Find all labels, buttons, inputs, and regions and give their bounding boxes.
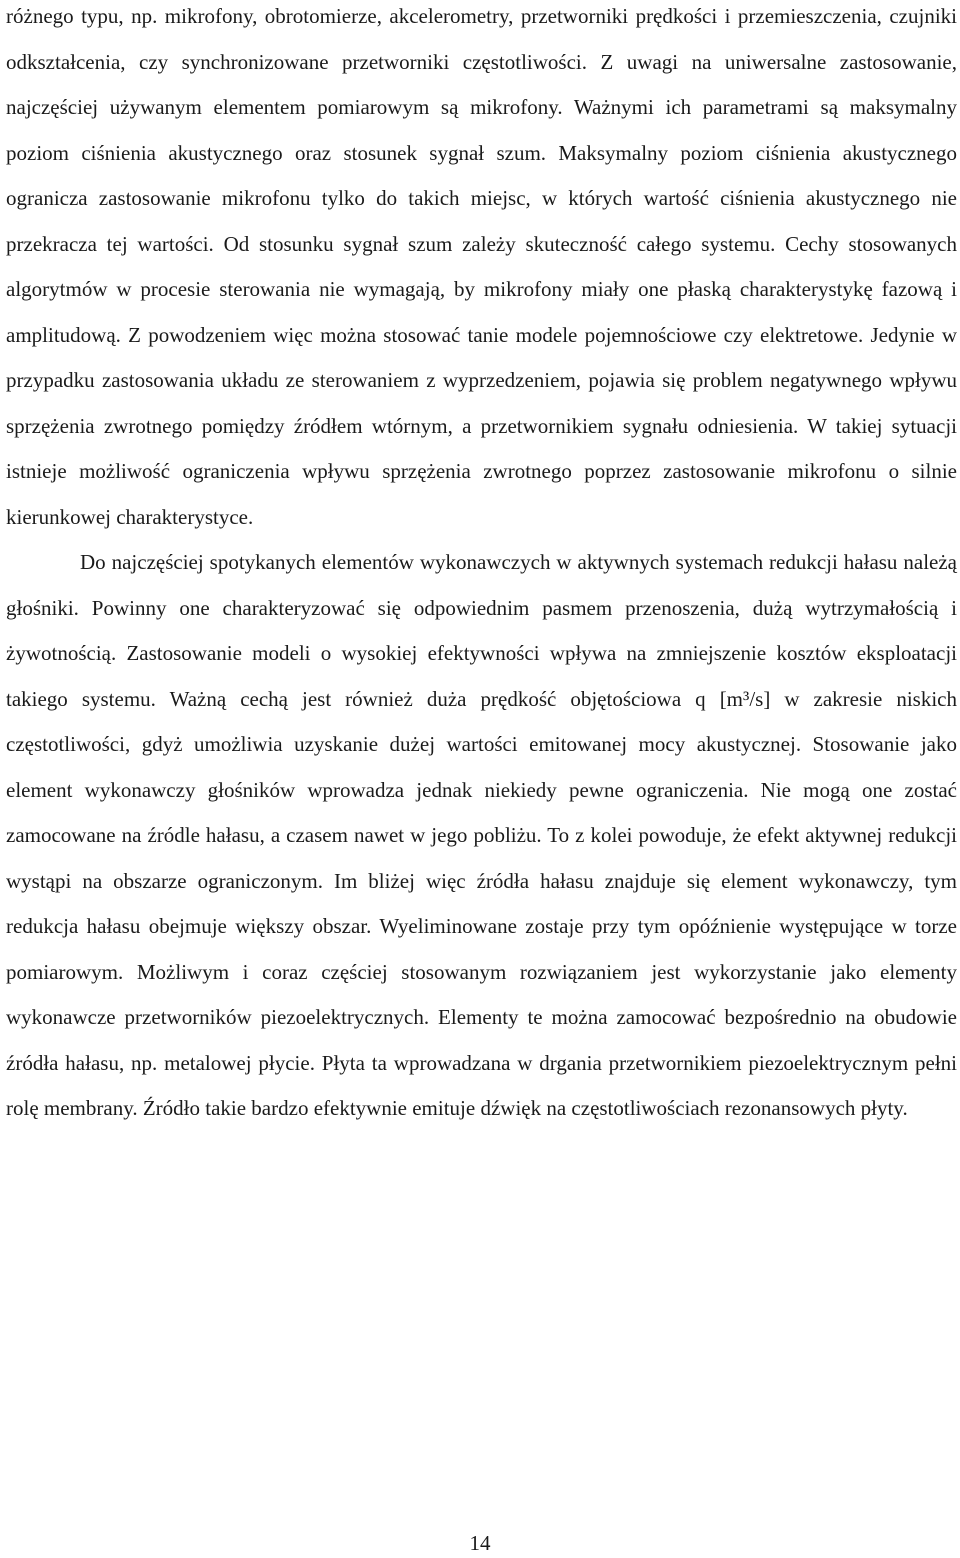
body-paragraph-2: Do najczęściej spotykanych elementów wykonawczych w aktywnych systemach redukcji hałasu należą głośniki. Powinny one charakteryzować się odpowiednim pasmem przenoszenia, dużą wytrzymałością i żywotnością. Zastosowanie modeli o wysokiej efektywności wpływa na zmniejszenie kosztów eksploatacji takiego systemu. Ważną cechą jest również duża prędkość objętościowa q [m³/s] w zakresie niskich częstotliwości, gdyż umożliwia uzyskanie dużej wartości emitowanej mocy akustycznej. Stosowanie jako element wykonawczy głośników wprowadza jednak niekiedy pewne ograniczenia. Nie mogą one zostać zamocowane na źródle hałasu, a czasem nawet w jego pobliżu. To z kolei powoduje, że efekt aktywnej redukcji wystąpi na obszarze ograniczonym. Im bliżej więc źródła hałasu znajduje się element wykonawczy, tym redukcja hałasu obejmuje większy obszar. Wyeliminowane zostaje przy tym opóźnienie występujące w torze pomiarowym. Możliwym i coraz częściej stosowanym rozwiązaniem jest wykorzystanie jako elementy wykonawcze przetworników piezoelektrycznych. Elementy te można zamocować bezpośrednio na obudowie źródła hałasu, np. metalowej płycie. Płyta ta wprowadzana w drgania przetwornikiem piezoelektrycznym pełni rolę membrany. Źródło takie bardzo efektywnie emituje dźwięk na częstotliwościach rezonansowych płyty.	[6, 550, 957, 1120]
body-paragraph-1: różnego typu, np. mikrofony, obrotomierze, akcelerometry, przetworniki prędkości i przemieszczenia, czujniki odkształcenia, czy synchronizowane przetworniki częstotliwości. Z uwagi na uniwersalne zastosowanie, najczęściej używanym elementem pomiarowym są mikrofony. Ważnymi ich parametrami są maksymalny poziom ciśnienia akustycznego oraz stosunek sygnał szum. Maksymalny poziom ciśnienia akustycznego ogranicza zastosowanie mikrofonu tylko do takich miejsc, w których wartość ciśnienia akustycznego nie przekracza tej wartości. Od stosunku sygnał szum zależy skuteczność całego systemu. Cechy stosowanych algorytmów w procesie sterowania nie wymagają, by mikrofony miały one płaską charakterystykę fazową i amplitudową. Z powodzeniem więc można stosować tanie modele pojemnościowe czy elektretowe. Jedynie w przypadku zastosowania układu ze sterowaniem z wyprzedzeniem, pojawia się problem negatywnego wpływu sprzężenia zwrotnego pomiędzy źródłem wtórnym, a przetwornikiem sygnału odniesienia. W takiej sytuacji istnieje możliwość ograniczenia wpływu sprzężenia zwrotnego poprzez zastosowanie mikrofonu o silnie kierunkowej charakterystyce.	[6, 4, 957, 529]
document-page	[6, 0, 957, 1132]
page-number: 14	[469, 1531, 491, 1555]
